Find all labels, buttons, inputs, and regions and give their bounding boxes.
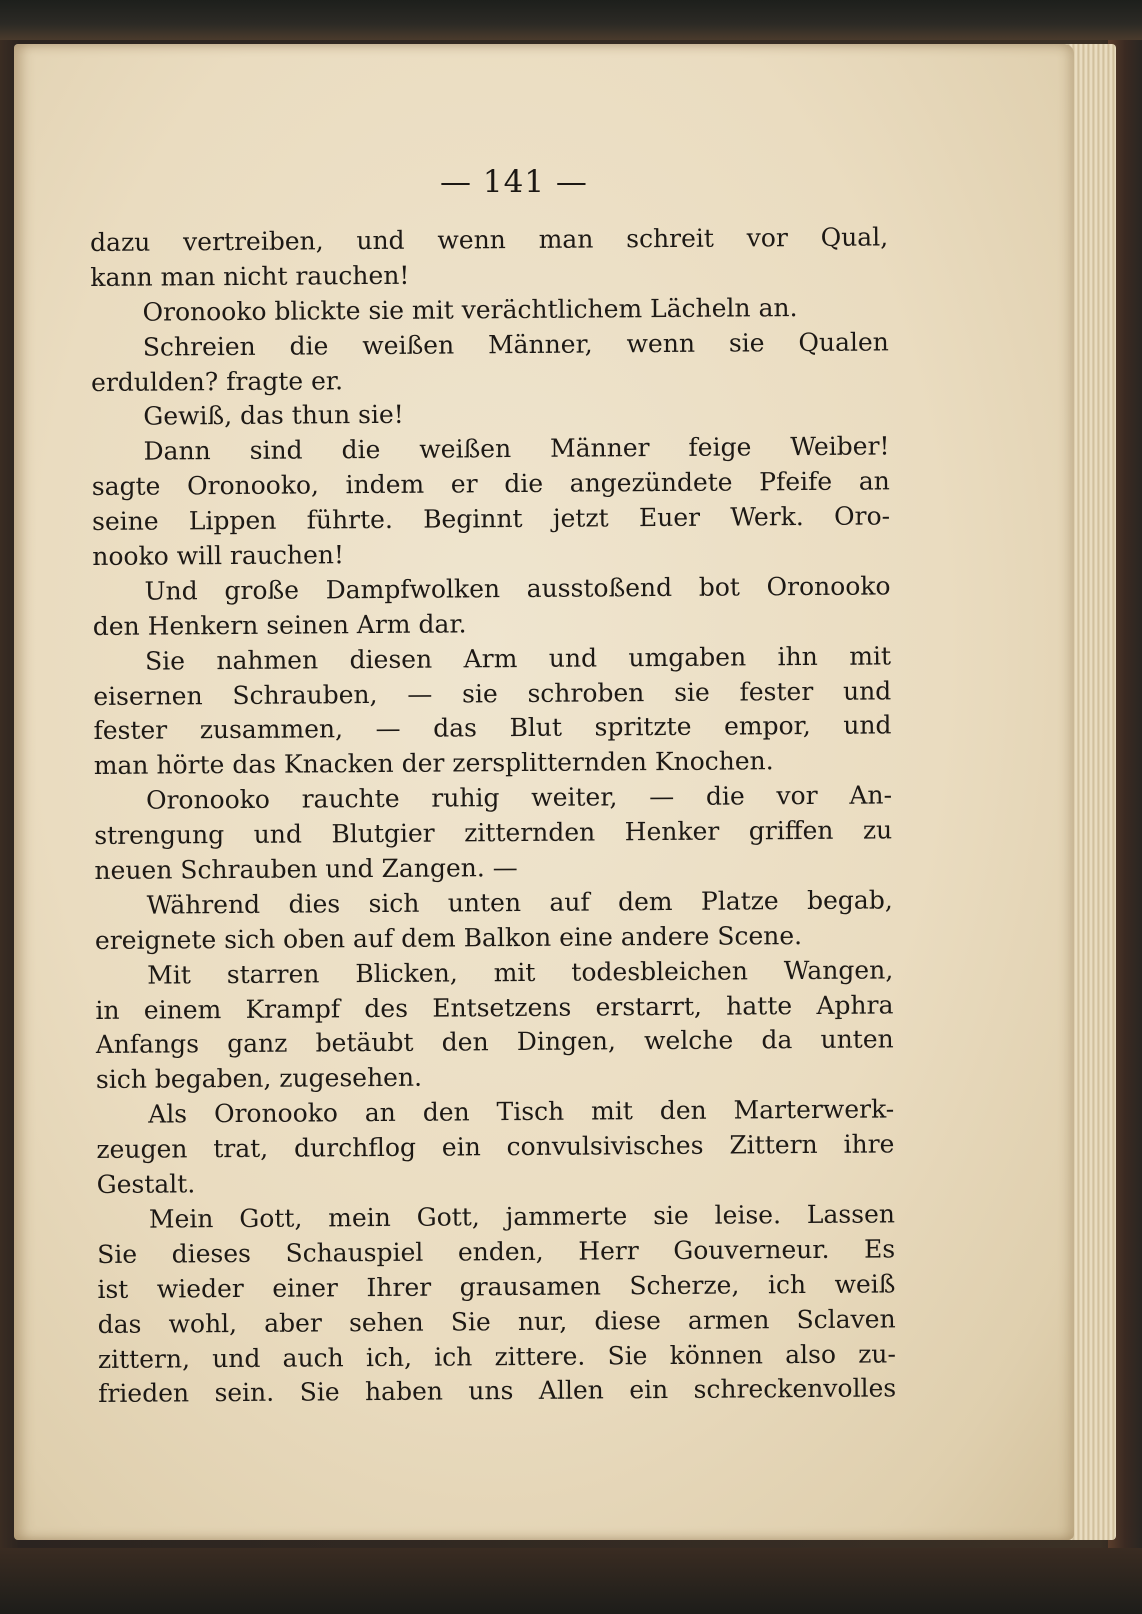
text-line: Sie nahmen diesen Arm und umgaben ihn mit	[144, 641, 892, 676]
text-line: in einem Krampf des Entsetzens erstarrt, hatte Aphra	[95, 990, 894, 1025]
text-line: seine Lippen führte. Beginnt jetzt Euer Werk. Oro-	[91, 501, 891, 537]
text-line: Oronooko rauchte ruhig weiter, — die vor An-	[145, 780, 893, 815]
text-line: kann man nicht rauchen!	[90, 260, 410, 292]
book-bottom-edge	[0, 1548, 1142, 1614]
text-line: zittern, und auch ich, ich zittere. Sie können also zu-	[97, 1338, 896, 1374]
text-line: sagte Oronooko, indem er die angezündete Pfeife an	[91, 466, 890, 502]
text-line: Mit starren Blicken, mit todesbleichen Wangen,	[147, 955, 894, 990]
body-text	[90, 220, 896, 1412]
text-line: eisernen Schrauben, — sie schroben sie fester und	[93, 675, 892, 711]
text-line: man hörte das Knacken der zersplitternden Knochen.	[93, 746, 774, 781]
text-line: ereignete sich oben auf dem Balkon eine andere Scene.	[94, 920, 803, 955]
text-line: Dann sind die weißen Männer feige Weiber!	[143, 431, 890, 466]
text-line: Und große Dampfwolken ausstoßend bot Oronooko	[144, 571, 891, 606]
text-line: zeugen trat, durchflog ein convulsivisches Zittern ihre	[96, 1129, 895, 1165]
text-line: Gewiß, das thun sie!	[143, 400, 404, 432]
text-line: dazu vertreiben, und wenn man schreit vor Qual,	[90, 222, 889, 257]
book-top-edge	[0, 0, 1142, 40]
text-line: den Henkern seinen Arm dar.	[92, 609, 467, 641]
text-line: frieden sein. Sie haben uns Allen ein schreckenvolles	[98, 1373, 897, 1409]
text-line: erdulden? fragte er.	[90, 365, 344, 397]
text-line: Mein Gott, mein Gott, jammerte sie leise. Lassen	[148, 1199, 896, 1234]
text-line: nooko will rauchen!	[92, 540, 345, 572]
book-page	[14, 44, 1074, 1540]
text-line: Schreien die weißen Männer, wenn sie Qualen	[142, 327, 889, 362]
text-line: neuen Schrauben und Zangen. —	[94, 853, 518, 886]
text-line: Oronooko blickte sie mit verächtlichem Lächeln an.	[142, 292, 798, 327]
text-line: Gestalt.	[96, 1169, 196, 1200]
text-line: sich begaben, zugesehen.	[95, 1063, 423, 1095]
page-number: — 141 —	[440, 164, 588, 200]
text-line: ist wieder einer Ihrer grausamen Scherze, ich weiß	[97, 1269, 896, 1304]
text-line: strengung und Blutgier zitternden Henker griffen zu	[94, 815, 893, 851]
text-line: Anfangs ganz betäubt den Dingen, welche da unten	[95, 1024, 894, 1060]
text-line: Sie dieses Schauspiel enden, Herr Gouverneur. Es	[97, 1234, 896, 1269]
text-line: Während dies sich unten auf dem Platze begab,	[146, 885, 893, 920]
text-line: das wohl, aber sehen Sie nur, diese armen Sclaven	[97, 1304, 896, 1339]
text-line: fester zusammen, — das Blut spritzte empor, und	[93, 710, 892, 746]
text-line: Als Oronooko an den Tisch mit den Marterwerk-	[148, 1094, 895, 1129]
